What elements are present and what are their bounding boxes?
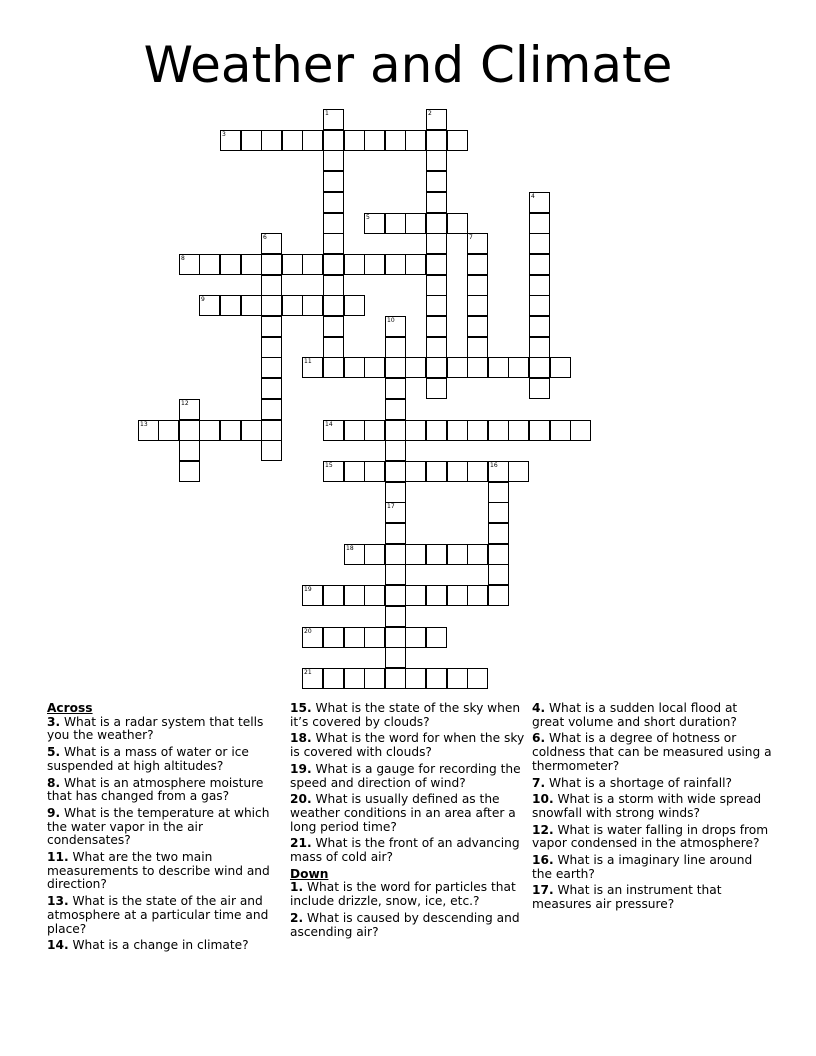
crossword-cell[interactable]	[364, 130, 385, 151]
crossword-cell[interactable]	[344, 544, 365, 565]
crossword-cell[interactable]	[426, 357, 447, 378]
crossword-cell[interactable]	[529, 357, 550, 378]
crossword-cell[interactable]	[323, 109, 344, 130]
crossword-cell[interactable]	[488, 461, 509, 482]
crossword-cell[interactable]	[179, 461, 200, 482]
clue-text: What is a change in climate?	[68, 938, 249, 953]
crossword-cell[interactable]	[385, 606, 406, 627]
crossword-cell[interactable]	[488, 357, 509, 378]
crossword-cell[interactable]	[364, 668, 385, 689]
clue-item	[47, 777, 279, 804]
clue-text: What is a sudden local flood at great volume and short duration?	[532, 701, 738, 729]
crossword-cell[interactable]	[302, 668, 323, 689]
crossword-cell[interactable]	[426, 420, 447, 441]
clue-text: What is a radar system that tells you the weather?	[47, 714, 264, 743]
clue-text: What is a mass of water or ice suspended at high altitudes?	[47, 745, 249, 773]
crossword-cell[interactable]	[364, 585, 385, 606]
crossword-cell[interactable]	[385, 585, 406, 606]
crossword-cell[interactable]	[199, 254, 220, 275]
clue-number: 7	[469, 234, 473, 241]
clue-number-label: 16.	[532, 853, 554, 868]
crossword-cell[interactable]	[426, 585, 447, 606]
crossword-cell[interactable]	[508, 420, 529, 441]
crossword-cell[interactable]	[426, 461, 447, 482]
crossword-cell[interactable]	[385, 647, 406, 668]
clue-item	[532, 732, 772, 773]
clue-text: What is the state of the sky when it’s covered by clouds?	[290, 701, 521, 729]
clue-list-across-2	[290, 702, 526, 865]
clue-text: What is the word for when the sky is covered with clouds?	[290, 731, 525, 760]
crossword-cell[interactable]	[405, 357, 426, 378]
crossword-cell[interactable]	[508, 461, 529, 482]
crossword-cell[interactable]	[261, 316, 282, 337]
crossword-cell[interactable]	[467, 233, 488, 254]
crossword-cell[interactable]	[199, 295, 220, 316]
clue-list-down-1	[290, 881, 526, 939]
clue-text: What is caused by descending and ascending air?	[290, 910, 520, 939]
clue-item	[532, 824, 772, 851]
clue-number: 19	[304, 586, 312, 593]
crossword-cell[interactable]	[364, 357, 385, 378]
crossword-cell[interactable]	[385, 502, 406, 523]
clue-number-label: 20.	[290, 792, 312, 807]
crossword-cell[interactable]	[179, 399, 200, 420]
clue-number-label: 19.	[290, 761, 312, 776]
crossword-cell[interactable]	[344, 295, 365, 316]
clues-column-3	[532, 702, 772, 915]
clue-number: 10	[387, 317, 395, 324]
clue-item	[290, 837, 526, 864]
crossword-cell[interactable]	[385, 482, 406, 503]
crossword-cell[interactable]	[447, 461, 468, 482]
clue-number-label: 8.	[47, 775, 61, 790]
crossword-cell[interactable]	[323, 171, 344, 192]
clue-item	[532, 854, 772, 881]
crossword-cell[interactable]	[344, 357, 365, 378]
clue-number: 8	[181, 255, 185, 262]
crossword-cell[interactable]	[158, 420, 179, 441]
clue-item	[47, 895, 279, 936]
crossword-cell[interactable]	[467, 668, 488, 689]
crossword-cell[interactable]	[302, 627, 323, 648]
clue-number: 17	[387, 503, 395, 510]
crossword-cell[interactable]	[282, 295, 303, 316]
clue-number: 9	[201, 296, 205, 303]
clue-text: What is the word for particles that include drizzle, snow, ice, etc.?	[290, 880, 516, 909]
crossword-cell[interactable]	[302, 295, 323, 316]
crossword-cell[interactable]	[405, 627, 426, 648]
crossword-cell[interactable]	[364, 213, 385, 234]
crossword-cell[interactable]	[385, 440, 406, 461]
crossword-cell[interactable]	[426, 213, 447, 234]
crossword-cell[interactable]	[447, 420, 468, 441]
crossword-cell[interactable]	[302, 254, 323, 275]
clue-number-label: 17.	[532, 883, 554, 898]
crossword-cell[interactable]	[385, 357, 406, 378]
crossword-cell[interactable]	[323, 316, 344, 337]
crossword-cell[interactable]	[467, 337, 488, 358]
crossword-cell[interactable]	[282, 254, 303, 275]
crossword-cell[interactable]	[529, 420, 550, 441]
crossword-cell[interactable]	[385, 213, 406, 234]
clue-number: 21	[304, 669, 312, 676]
crossword-cell[interactable]	[426, 544, 447, 565]
crossword-cell[interactable]	[220, 295, 241, 316]
clue-number: 11	[304, 358, 312, 365]
crossword-cell[interactable]	[241, 254, 262, 275]
crossword-cell[interactable]	[529, 295, 550, 316]
crossword-cell[interactable]	[220, 254, 241, 275]
crossword-cell[interactable]	[241, 295, 262, 316]
clue-item	[532, 777, 772, 791]
down-heading: Down	[290, 866, 329, 881]
crossword-cell[interactable]	[426, 627, 447, 648]
crossword-cell[interactable]	[426, 130, 447, 151]
crossword-cell[interactable]	[385, 461, 406, 482]
clue-item	[532, 884, 772, 911]
crossword-cell[interactable]	[488, 544, 509, 565]
crossword-cell[interactable]	[385, 254, 406, 275]
crossword-cell[interactable]	[385, 316, 406, 337]
crossword-cell[interactable]	[426, 337, 447, 358]
crossword-cell[interactable]	[385, 627, 406, 648]
crossword-cell[interactable]	[385, 420, 406, 441]
crossword-cell[interactable]	[426, 233, 447, 254]
crossword-cell[interactable]	[426, 254, 447, 275]
clue-text: What is usually defined as the weather conditions in an area after a long period time?	[290, 792, 516, 834]
clue-item	[47, 807, 279, 848]
clue-item	[47, 716, 279, 743]
clue-number: 20	[304, 628, 312, 635]
crossword-cell[interactable]	[261, 440, 282, 461]
clue-list-across-1	[47, 716, 279, 953]
crossword-cell[interactable]	[488, 523, 509, 544]
crossword-cell[interactable]	[385, 378, 406, 399]
crossword-cell[interactable]	[488, 482, 509, 503]
crossword-cell[interactable]	[529, 275, 550, 296]
clue-number-label: 5.	[47, 745, 61, 760]
crossword-cell[interactable]	[467, 544, 488, 565]
clue-text: What are the two main measurements to describe wind and direction?	[47, 850, 270, 892]
clue-number-label: 18.	[290, 731, 312, 746]
clue-item	[290, 702, 526, 729]
crossword-cell[interactable]	[261, 233, 282, 254]
crossword-cell[interactable]	[344, 420, 365, 441]
clue-number-label: 4.	[532, 701, 546, 715]
crossword-cell[interactable]	[426, 109, 447, 130]
page-title: Weather and Climate	[143, 36, 673, 94]
crossword-cell[interactable]	[282, 130, 303, 151]
crossword-cell[interactable]	[364, 254, 385, 275]
crossword-cell[interactable]	[323, 627, 344, 648]
crossword-cell[interactable]	[138, 420, 159, 441]
crossword-cell[interactable]	[467, 420, 488, 441]
crossword-cell[interactable]	[426, 192, 447, 213]
clue-number: 5	[366, 214, 370, 221]
clue-text: What is a degree of hotness or coldness that can be measured using a thermometer?	[532, 731, 772, 773]
crossword-cell[interactable]	[323, 357, 344, 378]
clue-number-label: 15.	[290, 701, 312, 715]
crossword-cell[interactable]	[261, 357, 282, 378]
crossword-cell[interactable]	[261, 399, 282, 420]
crossword-cell[interactable]	[323, 420, 344, 441]
crossword-cell[interactable]	[447, 357, 468, 378]
crossword-cell[interactable]	[323, 668, 344, 689]
crossword-cell[interactable]	[344, 668, 365, 689]
clue-number: 2	[428, 110, 432, 117]
clue-item	[47, 939, 279, 953]
clue-number-label: 6.	[532, 731, 546, 746]
crossword-cell[interactable]	[529, 213, 550, 234]
clue-item	[532, 702, 772, 729]
crossword-cell[interactable]	[241, 130, 262, 151]
crossword-cell[interactable]	[261, 337, 282, 358]
clue-text: What is the temperature at which the water vapor in the air condensates?	[47, 805, 270, 848]
crossword-cell[interactable]	[302, 130, 323, 151]
clue-number: 4	[531, 193, 535, 200]
crossword-cell[interactable]	[385, 668, 406, 689]
crossword-cell[interactable]	[302, 585, 323, 606]
crossword-cell[interactable]	[467, 357, 488, 378]
clue-text: What is the front of an advancing mass of cold air?	[290, 836, 520, 865]
crossword-cell[interactable]	[447, 544, 468, 565]
crossword-cell[interactable]	[426, 295, 447, 316]
crossword-cell[interactable]	[261, 254, 282, 275]
crossword-cell[interactable]	[550, 420, 571, 441]
clue-list-down-2	[532, 702, 772, 912]
clue-text: What is the state of the air and atmosphere at a particular time and place?	[47, 894, 269, 936]
crossword-cell[interactable]	[447, 130, 468, 151]
crossword-cell[interactable]	[323, 337, 344, 358]
crossword-cell[interactable]	[405, 420, 426, 441]
crossword-cell[interactable]	[179, 420, 200, 441]
crossword-cell[interactable]	[220, 420, 241, 441]
clue-text: What is an atmosphere moisture that has changed from a gas?	[47, 775, 264, 804]
across-heading: Across	[47, 701, 93, 715]
crossword-cell[interactable]	[261, 378, 282, 399]
crossword-cell[interactable]	[508, 357, 529, 378]
crossword-cell[interactable]	[447, 585, 468, 606]
clue-item	[290, 793, 526, 834]
clue-item	[532, 793, 772, 820]
clue-number-label: 11.	[47, 850, 69, 865]
crossword-cell[interactable]	[467, 316, 488, 337]
clue-text: What is an instrument that measures air pressure?	[532, 883, 722, 912]
crossword-cell[interactable]	[488, 502, 509, 523]
crossword-cell[interactable]	[405, 585, 426, 606]
crossword-cell[interactable]	[405, 130, 426, 151]
clue-number-label: 14.	[47, 938, 69, 953]
crossword-cell[interactable]	[344, 585, 365, 606]
clue-number-label: 9.	[47, 805, 61, 820]
crossword-cell[interactable]	[385, 564, 406, 585]
clue-item	[47, 746, 279, 773]
crossword-cell[interactable]	[488, 420, 509, 441]
clue-number-label: 10.	[532, 792, 554, 807]
clue-number: 3	[222, 131, 226, 138]
crossword-cell[interactable]	[344, 627, 365, 648]
clue-text: What is water falling in drops from vapor condensed in the atmosphere?	[532, 822, 769, 851]
clue-number: 16	[490, 462, 498, 469]
crossword-cell[interactable]	[405, 254, 426, 275]
crossword-cell[interactable]	[364, 461, 385, 482]
crossword-cell[interactable]	[426, 378, 447, 399]
clue-number-label: 12.	[532, 822, 554, 837]
crossword-cell[interactable]	[426, 316, 447, 337]
crossword-cell[interactable]	[405, 668, 426, 689]
crossword-cell[interactable]	[529, 254, 550, 275]
clue-number: 6	[263, 234, 267, 241]
crossword-cell[interactable]	[529, 337, 550, 358]
clue-text: What is a gauge for recording the speed and direction of wind?	[290, 761, 521, 790]
crossword-cell[interactable]	[344, 461, 365, 482]
crossword-cell[interactable]	[323, 192, 344, 213]
clue-text: What is a shortage of rainfall?	[545, 775, 732, 790]
crossword-cell[interactable]	[364, 420, 385, 441]
crossword-cell[interactable]	[467, 254, 488, 275]
clue-number-label: 21.	[290, 836, 312, 851]
clue-item	[290, 732, 526, 759]
crossword-cell[interactable]	[447, 668, 468, 689]
crossword-cell[interactable]	[323, 585, 344, 606]
crossword-cell[interactable]	[426, 171, 447, 192]
crossword-cell[interactable]	[364, 544, 385, 565]
crossword-cell[interactable]	[385, 337, 406, 358]
clue-item	[47, 851, 279, 892]
crossword-cell[interactable]	[529, 378, 550, 399]
crossword-cell[interactable]	[323, 150, 344, 171]
crossword-cell[interactable]	[323, 275, 344, 296]
crossword-cell[interactable]	[570, 420, 591, 441]
crossword-cell[interactable]	[488, 585, 509, 606]
crossword-cell[interactable]	[405, 461, 426, 482]
crossword-cell[interactable]	[529, 233, 550, 254]
crossword-cell[interactable]	[261, 295, 282, 316]
clue-item	[290, 763, 526, 790]
crossword-cell[interactable]	[220, 130, 241, 151]
crossword-cell[interactable]	[179, 440, 200, 461]
crossword-cell[interactable]	[261, 275, 282, 296]
crossword-cell[interactable]	[426, 275, 447, 296]
clue-item	[290, 881, 526, 908]
clue-number: 14	[325, 421, 333, 428]
crossword-cell[interactable]	[426, 668, 447, 689]
crossword-cell[interactable]	[467, 275, 488, 296]
clues-column-1	[47, 702, 279, 956]
crossword-cell[interactable]	[323, 233, 344, 254]
clue-number-label: 7.	[532, 775, 546, 790]
crossword-cell[interactable]	[302, 357, 323, 378]
crossword-cell[interactable]	[467, 461, 488, 482]
crossword-cell[interactable]	[385, 523, 406, 544]
crossword-cell[interactable]	[179, 254, 200, 275]
crossword-cell[interactable]	[323, 254, 344, 275]
crossword-cell[interactable]	[488, 564, 509, 585]
crossword-cell[interactable]	[261, 420, 282, 441]
crossword-cell[interactable]	[344, 130, 365, 151]
crossword-cell[interactable]	[405, 544, 426, 565]
crossword-cell[interactable]	[385, 544, 406, 565]
clue-number: 15	[325, 462, 333, 469]
clue-text: What is a imaginary line around the earth?	[532, 853, 753, 881]
clue-number: 13	[140, 421, 148, 428]
crossword-cell[interactable]	[323, 213, 344, 234]
clue-text: What is a storm with wide spread snowfall with strong winds?	[532, 792, 762, 820]
crossword-cell[interactable]	[529, 316, 550, 337]
crossword-cell[interactable]	[385, 130, 406, 151]
crossword-cell[interactable]	[323, 461, 344, 482]
crossword-cell[interactable]	[199, 420, 220, 441]
crossword-cell[interactable]	[550, 357, 571, 378]
clue-number-label: 3.	[47, 714, 61, 729]
crossword-cell[interactable]	[323, 130, 344, 151]
crossword-cell[interactable]	[405, 213, 426, 234]
crossword-cell[interactable]	[467, 295, 488, 316]
clue-number-label: 13.	[47, 894, 69, 909]
clue-number: 12	[181, 400, 189, 407]
crossword-cell[interactable]	[241, 420, 262, 441]
clues-column-2	[290, 702, 526, 942]
crossword-cell[interactable]	[323, 295, 344, 316]
clue-number: 1	[325, 110, 329, 117]
clue-number: 18	[346, 545, 354, 552]
crossword-cell[interactable]	[426, 150, 447, 171]
clue-item	[290, 912, 526, 939]
clue-number-label: 2.	[290, 910, 304, 925]
crossword-cell[interactable]	[364, 627, 385, 648]
crossword-cell[interactable]	[385, 399, 406, 420]
crossword-cell[interactable]	[261, 130, 282, 151]
crossword-cell[interactable]	[344, 254, 365, 275]
crossword-cell[interactable]	[447, 213, 468, 234]
clue-number-label: 1.	[290, 880, 304, 895]
crossword-cell[interactable]	[529, 192, 550, 213]
crossword-cell[interactable]	[467, 585, 488, 606]
